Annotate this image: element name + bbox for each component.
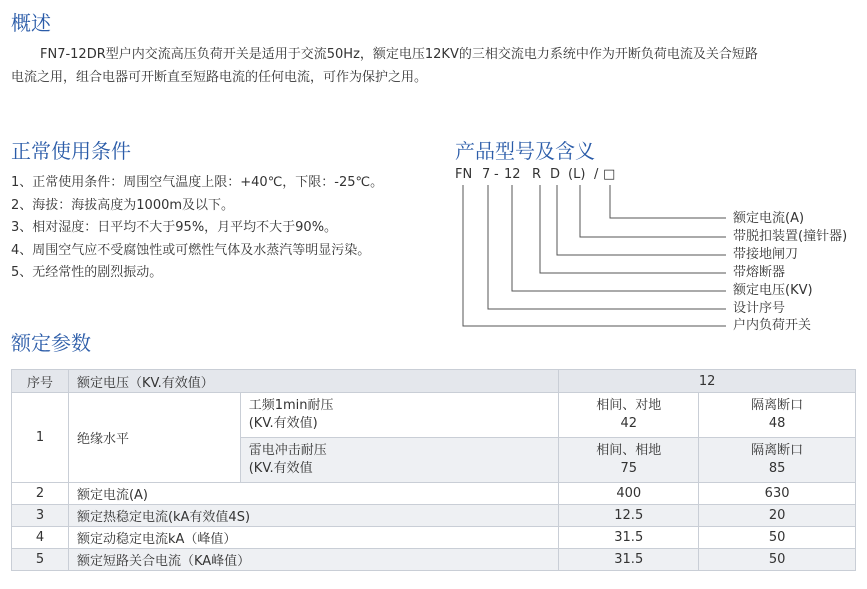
conditions-title: 正常使用条件 bbox=[11, 139, 131, 163]
header-value: 12 bbox=[559, 370, 856, 393]
row-no: 5 bbox=[12, 549, 69, 571]
overview-line-2: 电流之用，组合电器可开断直至短路电流的任何电流，可作为保护之用。 bbox=[11, 70, 428, 85]
row-value-b: 50 bbox=[699, 549, 856, 571]
params-title: 额定参数 bbox=[11, 331, 91, 355]
model-label-fuse: 带熔断器 bbox=[733, 265, 786, 280]
model-code-slash: / bbox=[594, 167, 599, 182]
row-value-a: 12.5 bbox=[559, 505, 699, 527]
imp-a: 相间、相地 75 bbox=[559, 438, 699, 483]
model-label-earthing-switch: 带接地闸刀 bbox=[733, 247, 799, 262]
table-row bbox=[12, 393, 856, 438]
model-code-fn: FN bbox=[455, 167, 473, 182]
model-code-box: □ bbox=[603, 167, 616, 182]
condition-item: 1、正常使用条件：周围空气温度上限：+40℃，下限：-25℃。 bbox=[11, 175, 384, 190]
insulation-name: 绝缘水平 bbox=[68, 393, 240, 483]
header-name: 额定电压（KV.有效值） bbox=[68, 370, 558, 393]
leader-design-no bbox=[488, 185, 726, 309]
row-value-a: 400 bbox=[559, 483, 699, 505]
overview-title: 概述 bbox=[11, 11, 51, 35]
leader-trip-device bbox=[580, 185, 726, 237]
model-label-indoor-switch: 户内负荷开关 bbox=[733, 318, 812, 333]
condition-item: 4、周围空气应不受腐蚀性或可燃性气体及水蒸汽等明显污染。 bbox=[11, 242, 371, 258]
table-row bbox=[12, 549, 856, 571]
condition-item: 2、海拔：海拔高度为1000m及以下。 bbox=[11, 197, 235, 213]
row-no: 3 bbox=[12, 505, 69, 527]
row-name: 额定短路关合电流（KA峰值） bbox=[68, 549, 558, 571]
conditions-list bbox=[11, 172, 383, 285]
model-code-d: D bbox=[550, 167, 561, 182]
model-label-trip-device: 带脱扣装置(撞针器) bbox=[733, 229, 848, 244]
table-row bbox=[12, 505, 856, 527]
leader-rated-voltage bbox=[512, 185, 726, 291]
row-value-a: 31.5 bbox=[559, 527, 699, 549]
leader-indoor-switch bbox=[463, 185, 726, 326]
row-name: 额定热稳定电流(kA有效值4S) bbox=[68, 505, 558, 527]
model-label-rated-current: 额定电流(A) bbox=[733, 211, 805, 226]
header-no: 序号 bbox=[12, 370, 69, 393]
row-name: 额定电流(A) bbox=[68, 483, 558, 505]
row-no: 2 bbox=[12, 483, 69, 505]
imp-label: 雷电冲击耐压 (KV.有效值 bbox=[240, 438, 559, 483]
model-code-r: R bbox=[532, 167, 542, 182]
model-code-dash: - bbox=[494, 167, 499, 182]
freq-label: 工频1min耐压 (KV.有效值) bbox=[240, 393, 559, 438]
insulation-no: 1 bbox=[12, 393, 69, 483]
row-no: 4 bbox=[12, 527, 69, 549]
leader-fuse bbox=[540, 185, 726, 273]
row-value-b: 20 bbox=[699, 505, 856, 527]
model-code-series: 7 bbox=[482, 167, 491, 182]
freq-b: 隔离断口 48 bbox=[699, 393, 856, 438]
leader-earthing bbox=[557, 185, 726, 255]
overview-line-1: FN7-12DR型户内交流高压负荷开关是适用于交流50Hz，额定电压12KV的三相交流电力系统中作为开断负荷电流及关合短路 bbox=[40, 47, 758, 62]
params-table bbox=[11, 369, 856, 571]
imp-b: 隔离断口 85 bbox=[699, 438, 856, 483]
model-code-l: (L) bbox=[568, 167, 586, 182]
table-row bbox=[12, 483, 856, 505]
table-header-row bbox=[12, 370, 856, 393]
row-value-a: 31.5 bbox=[559, 549, 699, 571]
freq-a: 相间、对地 42 bbox=[559, 393, 699, 438]
row-value-b: 630 bbox=[699, 483, 856, 505]
table-row bbox=[12, 527, 856, 549]
leader-rated-current bbox=[610, 185, 726, 218]
model-label-design-no: 设计序号 bbox=[733, 301, 786, 316]
model-code-voltage: 12 bbox=[504, 167, 521, 182]
condition-item: 5、无经常性的剧烈振动。 bbox=[11, 265, 163, 280]
model-title: 产品型号及含义 bbox=[455, 139, 595, 163]
row-value-b: 50 bbox=[699, 527, 856, 549]
condition-item: 3、相对湿度：日平均不大于95%，月平均不大于90%。 bbox=[11, 220, 338, 235]
row-name: 额定动稳定电流kA（峰值） bbox=[68, 527, 558, 549]
model-label-rated-voltage: 额定电压(KV) bbox=[733, 283, 813, 298]
